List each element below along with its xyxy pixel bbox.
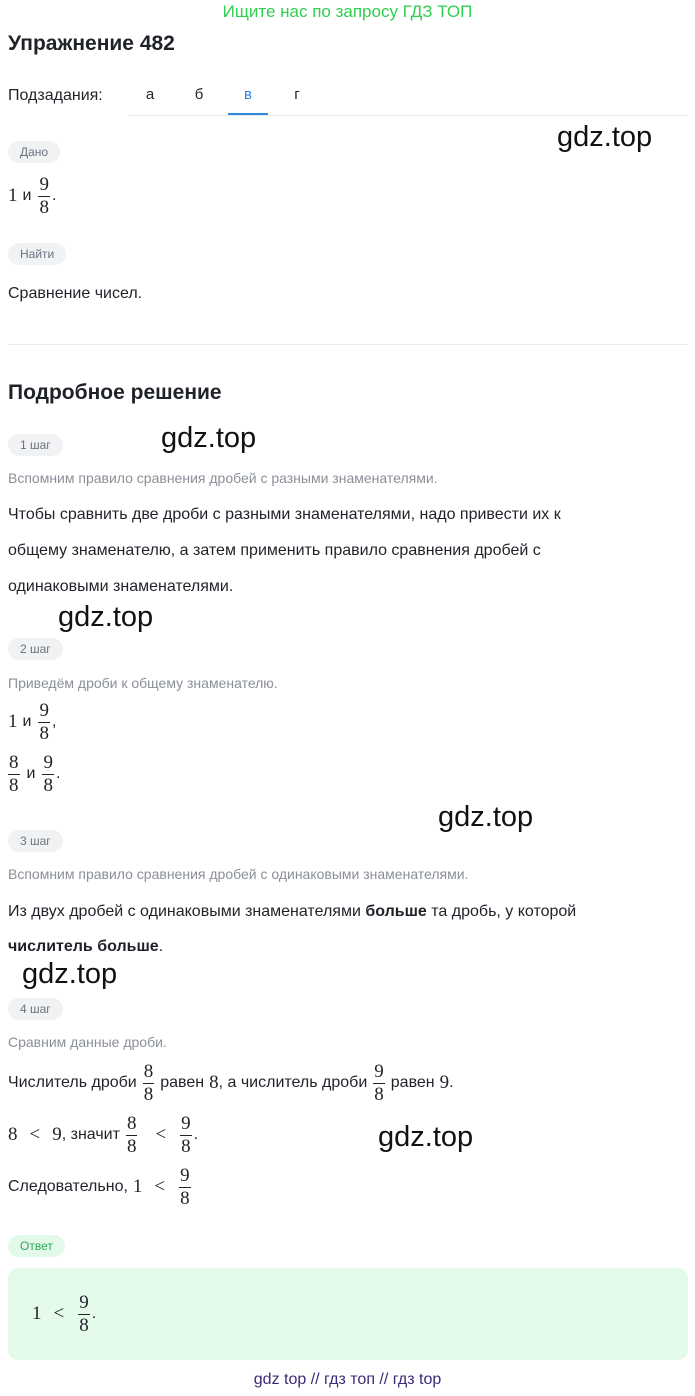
step-text: общему знаменателю, а затем применить правило сравнения дробей с bbox=[8, 542, 541, 559]
fraction: $\frac{9}{8}$ bbox=[79, 1291, 89, 1336]
subtasks-label: Подзадания: bbox=[8, 87, 103, 104]
section-divider bbox=[8, 344, 688, 345]
given-and: и bbox=[22, 187, 32, 204]
watermark: gdz.top bbox=[438, 801, 534, 833]
footer-links[interactable]: gdz top // гдз топ // гдз top bbox=[253, 1371, 442, 1388]
search-banner: Ищите нас по запросу ГДЗ ТОП bbox=[222, 2, 473, 21]
fraction: $\frac{9}{8}$ bbox=[181, 1112, 191, 1157]
fraction: $\frac{9}{8}$ bbox=[39, 699, 49, 744]
solution-title: Подробное решение bbox=[8, 381, 222, 404]
step-pill: 2 шаг bbox=[8, 638, 63, 660]
fraction: $\frac{9}{8}$ bbox=[43, 751, 53, 796]
given-period: . bbox=[51, 187, 57, 204]
step-hint: Вспомним правило сравнения дробей с разными знаменателями. bbox=[8, 470, 438, 486]
step-pill: 3 шаг bbox=[8, 830, 63, 852]
and-word: и bbox=[26, 765, 36, 782]
step-hint: Приведём дроби к общему знаменателю. bbox=[8, 675, 278, 691]
step-text: одинаковыми знаменателями. bbox=[8, 578, 234, 595]
number: 1 bbox=[8, 711, 18, 732]
and-word: и bbox=[22, 713, 32, 730]
fraction: $\frac{8}{8}$ bbox=[143, 1060, 154, 1105]
given-expression bbox=[8, 172, 56, 220]
watermark: gdz.top bbox=[22, 958, 118, 990]
fraction: $\frac{9}{8}$ bbox=[180, 1164, 190, 1209]
given-number: 1 bbox=[8, 185, 18, 206]
answer-expression: 1 < $\frac{9}{8}$ . bbox=[32, 1291, 97, 1336]
step-expression: 8 < 9 , значит $\frac{8}{8}$ < $\frac{9}{8}$ . bbox=[8, 1112, 199, 1157]
answer-pill: Ответ bbox=[8, 1235, 65, 1257]
step-text: Из двух дробей с одинаковыми знаменателями больше та дробь, у которой bbox=[8, 903, 577, 920]
step-expression: Числитель дроби $\frac{8}{8}$ равен 8 , а числитель дроби $\frac{9}{8}$ равен 9 . bbox=[8, 1060, 454, 1105]
step-pill: 4 шаг bbox=[8, 998, 63, 1020]
step-pill: 1 шаг bbox=[8, 434, 63, 456]
step-expression bbox=[8, 698, 56, 746]
fraction: $\frac{8}{8}$ bbox=[9, 751, 19, 796]
given-fraction: $\frac{9}{8}$ bbox=[39, 173, 49, 218]
period: . bbox=[55, 765, 61, 782]
given-pill: Дано bbox=[8, 141, 60, 163]
step-hint: Сравним данные дроби. bbox=[8, 1034, 167, 1050]
tab-a[interactable]: а bbox=[145, 86, 155, 103]
subtasks-divider bbox=[128, 115, 688, 116]
tab-v-active[interactable]: в bbox=[228, 86, 268, 115]
find-text: Сравнение чисел. bbox=[8, 285, 143, 302]
subtasks-nav bbox=[8, 86, 688, 116]
tab-g[interactable]: г bbox=[294, 86, 300, 103]
step-hint: Вспомним правило сравнения дробей с одинаковыми знаменателями. bbox=[8, 866, 469, 882]
step-expression bbox=[6, 750, 60, 798]
tab-b[interactable]: б bbox=[194, 86, 204, 103]
step-text: Чтобы сравнить две дроби с разными знаменателями, надо привести их к bbox=[8, 506, 561, 523]
comma: , bbox=[51, 713, 57, 730]
watermark: gdz.top bbox=[378, 1121, 474, 1153]
watermark: gdz.top bbox=[161, 422, 257, 454]
watermark: gdz.top bbox=[557, 121, 653, 153]
answer-box bbox=[8, 1268, 688, 1360]
fraction: $\frac{8}{8}$ bbox=[126, 1112, 137, 1157]
step-text: числитель больше. bbox=[8, 938, 164, 955]
watermark: gdz.top bbox=[58, 601, 154, 633]
page-title: Упражнение 482 bbox=[8, 32, 175, 55]
fraction: $\frac{9}{8}$ bbox=[374, 1060, 384, 1105]
step-expression: Следовательно, 1 < $\frac{9}{8}$ bbox=[8, 1164, 190, 1209]
find-pill: Найти bbox=[8, 243, 66, 265]
